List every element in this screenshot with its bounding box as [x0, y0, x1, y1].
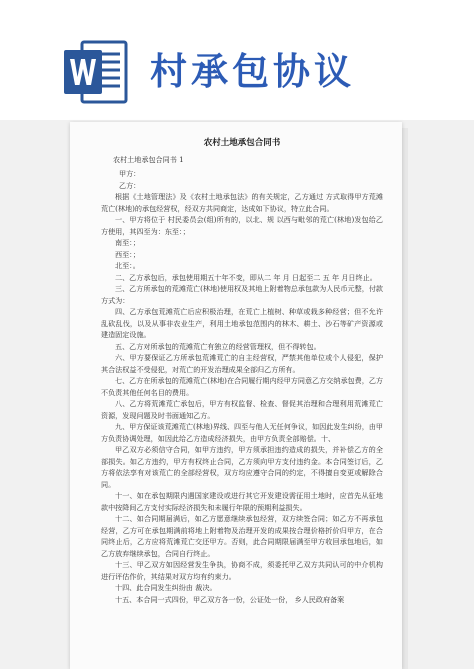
paragraph: 一、甲方将位于 村民委员会(组)所有的，以北、规 以西与毗邻的荒亡(林地)发包给乙方使用，其四至为：东至：； [101, 215, 383, 236]
paragraph: 六、甲方要保证乙方所承包荒滩荒亡的自主经营权，严禁其他单位或个人侵犯，保护其合法权益不受侵犯，对荒亡的开发治理成果全部归乙方所有。 [101, 353, 383, 374]
banner [0, 0, 474, 120]
banner-title: 村承包协议 [150, 50, 355, 93]
paragraph: 十三、甲乙双方如因经营发生争执，协商不成，须委托甲乙双方共同认可的中介机构进行评估作价，其结果对双方均有约束力。 [101, 560, 383, 581]
paragraph: 五、乙方对所承包的荒滩荒亡有独立的经营管理权，但不得转包。 [115, 341, 321, 351]
paragraph: 八、乙方将荒滩荒亡承包后，甲方有权监督、检查、督促其治理和合理利用荒滩荒亡资源，发现问题及时书面通知乙方。 [101, 399, 383, 420]
paragraph: 十五、本合同一式四份，甲乙双方各一份，公证处一份， 乡人民政府备案 [115, 594, 345, 604]
party-b-line: 乙方： [119, 180, 141, 190]
paragraph: 七、乙方在所承包的荒滩荒亡(林地)在合同履行期内经甲方同意乙方交纳承包费，乙方不负责其他任何名目的费用。 [101, 376, 384, 397]
party-a-line: 甲方： [119, 169, 141, 178]
paragraph: 二、乙方承包后，承包使用期五十年不变，即从二 年 月 日起至二 五 年 月日终止。 [115, 272, 377, 282]
paragraph: 九、甲方保证该荒滩荒亡(林地)界线、四至与他人无任何争议，如因此发生纠纷，由甲方负责协调处理，如因此给乙方造成经济损失，由甲方负责全部赔偿。十、 [101, 422, 384, 443]
paragraph: 甲乙双方必须信守合同，如甲方违约，甲方须承担违约造成的损失，并补偿乙方的全部损失。如乙方违约，甲方有权终止合同，乙方须向甲方支付违约金。本合同签订后，乙方将依法享有对该荒亡的全部经营权，双方均应遵守合同的约定，不得擅自变更或解除合同。 [101, 445, 383, 489]
paragraph: 十四、此合同发生纠纷由 裁决。 [115, 583, 217, 592]
paragraph: 北至：。 [115, 261, 140, 270]
paragraph: 四、乙方承包荒滩荒亡后应积极治理，在荒亡上植树、种草或栽多种经营；但不允许乱砍乱伐，以及从事非农业生产，利用土地承包范围内的林木、耕土、沙石等矿产资源或建造固定设施。 [101, 307, 383, 339]
paragraph: 十一、如在承包期限内遇国家建设或进行其它开发建设需征用土地时，应首先从征地款中按降间乙方支付实际经济损失和未履行年限的预期利益损失。 [101, 491, 383, 512]
paragraph: 根据《土地管理法》及《农村土地承包法》的有关规定，乙方通过 方式取得甲方荒滩荒亡(林地)的承包经营权，经双方共同商定，达成如下协议，特立此合同。 [101, 192, 383, 213]
paragraph: 三、乙方所承包的荒滩荒亡(林地)使用权及其地上附着物总承包款为人民币元整，付款方式为： [101, 284, 384, 305]
paragraph: 南至：； [115, 238, 140, 247]
word-document-icon [60, 36, 132, 108]
document-preview [0, 120, 474, 669]
document-body [101, 138, 383, 605]
paragraph: 十二、如合同期届满后，如乙方愿意继续承包经营，双方续签合同；如乙方不再承包经营，乙方可在承包期满前将地上附着物及治理开发的成果按合理价格折价归甲方，在合同终止后，乙方应将荒滩荒亡交还甲方。否则，此合同期限届满至甲方收回承包地后，如乙方放弃继续承包，合同自行终止。 [101, 514, 383, 558]
paragraph: 西至：； [115, 249, 140, 259]
document-title: 农村土地承包合同书 [203, 138, 281, 148]
document-subtitle: 农村土地承包合同书 1 [113, 154, 184, 164]
document-page [70, 122, 402, 669]
